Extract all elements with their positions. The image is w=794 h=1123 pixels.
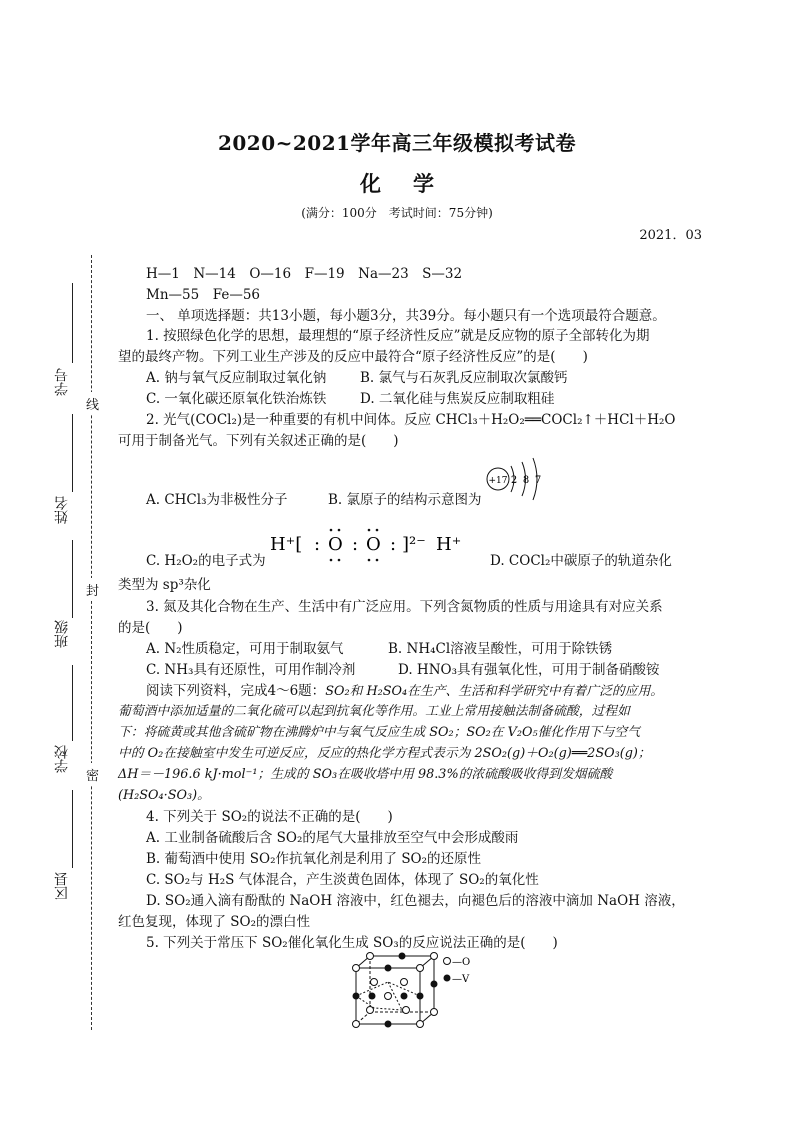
seal-mark-xian: 线 [86,392,99,415]
lewis-colon-mid: : [352,534,359,555]
field-line-class [72,540,73,618]
lewis-right: ]²⁻ [402,534,426,555]
lewis-oxygen-2: O [366,534,381,555]
q3-stem-line2: 的是( ) [118,620,183,636]
q2-option-d-cont: 类型为 sp³杂化 [118,577,211,593]
reading-line5: ΔH＝－196.6 kJ·mol⁻¹；生成的 SO₃在吸收塔中用 98.3%的浓硫酸吸收得到发烟硫酸 [118,767,613,782]
exam-info: (满分：100分 考试时间：75分钟) [301,206,493,220]
atomic-masses-line1: H—1 N—14 O—16 F—19 Na—23 S—32 [146,266,463,282]
q3-option-b: B. NH₄Cl溶液呈酸性，可用于除铁锈 [388,641,613,657]
lewis-left: H⁺[ [270,534,303,555]
q1-option-b: B. 氯气与石灰乳反应制取次氯酸钙 [360,370,568,386]
q3-stem-line1: 3. 氮及其化合物在生产、生活中有广泛应用。下列含氮物质的性质与用途具有对应关系 [146,599,663,615]
q1-option-d: D. 二氧化硅与焦炭反应制取粗硅 [360,391,555,407]
legend-v-label: —V [452,974,470,985]
atom-shell-2: 8 [522,475,530,486]
field-line-student-id [72,283,73,363]
q4-option-d-line1: D. SO₂通入滴有酚酞的 NaOH 溶液中，红色褪去，向褪色后的溶液中滴加 NaOH 溶液， [146,893,685,909]
label-district: 区县 [54,872,70,900]
q2-option-d: D. COCl₂中碳原子的轨道杂化 [490,553,672,569]
lewis-h-right: H⁺ [436,534,462,555]
q2-option-c: C. H₂O₂的电子式为 [146,553,266,569]
q1-stem-line1: 1. 按照绿色化学的思想，最理想的“原子经济性反应”就是反应物的原子全部转化为期 [146,328,650,344]
q1-stem-line2: 望的最终产物。下列工业生产涉及的反应中最符合“原子经济性反应”的是( ) [118,349,588,365]
q3-option-a: A. N₂性质稳定，可用于制取氨气 [146,641,344,657]
section-heading: 一、 单项选择题：共13小题，每小题3分，共39分。每小题只有一个选项最符合题意。 [146,308,666,324]
atom-shell-3: 7 [534,475,542,486]
reading-line2: 葡萄酒中添加适量的二氧化硫可以起到抗氧化等作用。工业上常用接触法制备硫酸，过程如 [118,704,630,719]
lewis-colon-right: : [390,534,397,555]
q3-option-c: C. NH₃具有还原性，可用作制冷剂 [146,662,356,678]
q4-stem: 4. 下列关于 SO₂的说法不正确的是( ) [146,809,393,825]
reading-line1 [146,681,663,702]
q2-option-b: B. 氯原子的结构示意图为 [328,492,482,508]
label-school: 学校 [54,745,70,773]
q1-option-a: A. 钠与氧气反应制取过氧化钠 [146,370,327,386]
q4-option-a: A. 工业制备硫酸后含 SO₂的尾气大量排放至空气中会形成酸雨 [146,830,519,846]
label-class: 班级 [54,620,70,648]
q2-option-a: A. CHCl₃为非极性分子 [146,492,288,508]
reading-line6: (H₂SO₄·SO₃)。 [118,788,210,803]
atomic-masses-line2: Mn—55 Fe—56 [146,287,260,303]
exam-date: 2021．03 [639,228,702,243]
seal-mark-feng: 封 [86,578,99,601]
field-line-name [72,414,73,492]
lewis-colon-left: : [314,534,321,555]
reading-line3: 下：将硫黄或其他含硫矿物在沸腾炉中与氧气反应生成 SO₂；SO₂在 V₂O₅催化作用下与空气 [118,725,640,740]
chlorine-atom-diagram [484,452,552,506]
field-line-district [72,790,73,868]
label-name: 姓名 [54,496,70,524]
exam-title: 2020~2021学年高三年级模拟考试卷 [217,131,577,155]
q1-option-c: C. 一氧化碳还原氧化铁治炼铁 [146,391,327,407]
reading-intro: 阅读下列资料，完成4～6题： [146,683,326,699]
label-student-id: 学号 [54,368,70,396]
reading-line1-body: SO₂和 H₂SO₄在生产、生活和科学研究中有着广泛的应用。 [325,684,664,699]
lewis-oxygen-1: O [328,534,343,555]
q4-option-b: B. 葡萄酒中使用 SO₂作抗氧化剂是利用了 SO₂的还原性 [146,851,482,867]
atom-shell-1: 2 [510,475,518,486]
q2-stem-line2: 可用于制备光气。下列有关叙述正确的是( ) [118,433,399,449]
reading-line4: 中的 O₂在接触室中发生可逆反应，反应的热化学方程式表示为 2SO₂(g)＋O₂(g)══2SO₃(g)； [118,746,651,761]
crystal-structure-diagram [348,952,478,1030]
binding-dashed-line [91,255,92,1030]
q4-option-d-line2: 红色复现，体现了 SO₂的漂白性 [118,914,311,930]
legend-o-label: —O [452,957,471,968]
subject-title: 化学 [360,171,466,196]
legend-v-icon [444,975,451,982]
q2-stem-line1: 2. 光气(COCl₂)是一种重要的有机中间体。反应 CHCl₃＋H₂O₂══COCl₂↑＋HCl＋H₂O [146,412,676,428]
q4-option-c: C. SO₂与 H₂S 气体混合，产生淡黄色固体，体现了 SO₂的氧化性 [146,872,539,888]
atom-nucleus-label: +17 [488,476,508,486]
legend-o-icon [444,958,451,965]
h2o2-electron-formula [268,522,468,566]
q5-stem: 5. 下列关于常压下 SO₂催化氧化生成 SO₃的反应说法正确的是( ) [146,935,558,951]
seal-mark-mi: 密 [86,763,99,786]
q3-option-d: D. HNO₃具有强氧化性，可用于制备硝酸铵 [398,662,660,678]
field-line-school [72,665,73,741]
